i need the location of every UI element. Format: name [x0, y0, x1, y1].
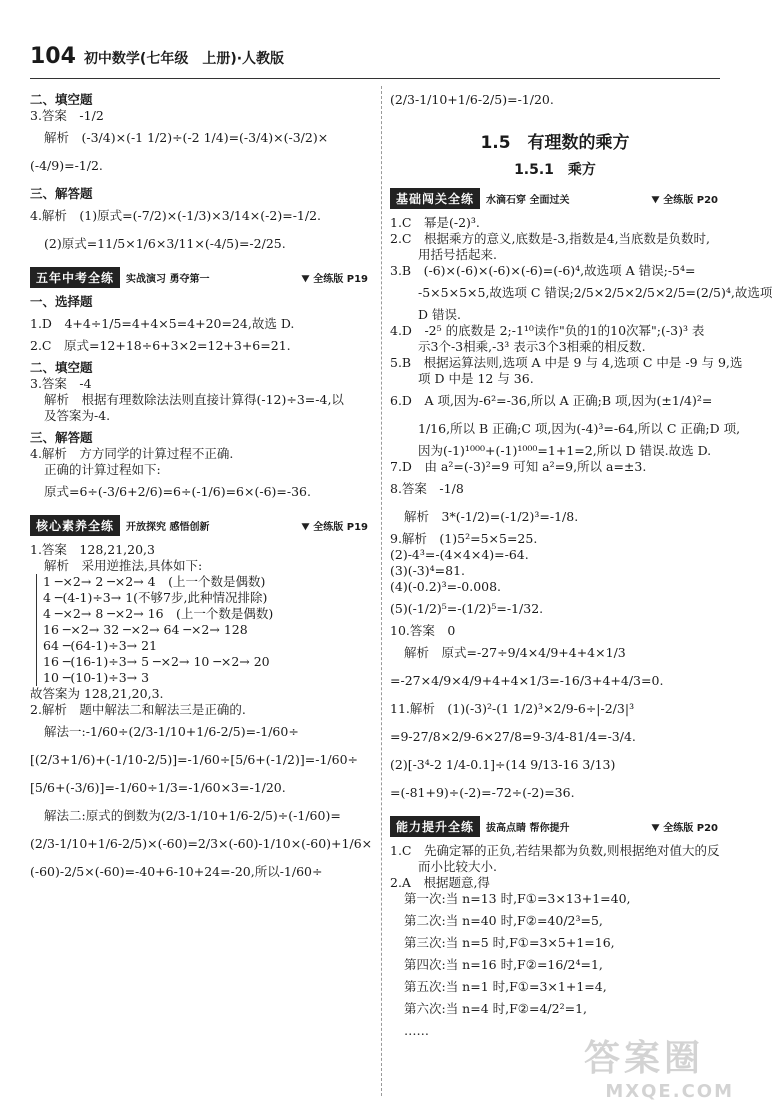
section-heading: 三、解答题 [30, 430, 93, 445]
text-line: 解析 3*(-1/2)=(-1/2)³=-1/8. [404, 509, 579, 524]
text-line: 第二次:当 n=40 时,F②=40/2³=5, [404, 913, 603, 928]
text-line: 2.解析 题中解法二和解法三是正确的. [30, 702, 246, 717]
text-line: 原式=6÷(-3/6+2/6)=6÷(-1/6)=6×(-6)=-36. [44, 484, 311, 499]
banner-title: 基础闯关全练 [390, 188, 480, 209]
text-line: 7.D 由 a²=(-3)²=9 可知 a²=9,所以 a=±3. [390, 459, 647, 474]
text-line: 2.C 原式=12+18÷6+3×2=12+3+6=21. [30, 338, 291, 353]
section-heading: 一、选择题 [30, 294, 93, 309]
text-line: (2)[-3⁴-2 1/4-0.1]÷(14 9/13-16 3/13) [390, 757, 616, 772]
section-banner [390, 815, 720, 837]
text-line: 10.答案 0 [390, 623, 456, 638]
subsection-title: 1.5.1 乘方 [514, 162, 596, 178]
banner-reference [303, 518, 368, 533]
chapter-title: 1.5 有理数的乘方 [480, 133, 630, 153]
text-line: =-27×4/9×4/9+4+4×1/3=-16/3+4+4/3=0. [390, 673, 664, 688]
text-line: 第四次:当 n=16 时,F②=16/2⁴=1, [404, 957, 603, 972]
text-line: 解法二:原式的倒数为(2/3-1/10+1/6-2/5)÷(-1/60)= [44, 808, 341, 823]
left-column [30, 86, 373, 886]
header-rule [30, 78, 720, 79]
text-line: 16 ─(16-1)÷3→ 5 ─×2→ 10 ─×2→ 20 [36, 654, 370, 670]
text-line: (5)(-1/2)⁵=-(1/2)⁵=-1/32. [390, 601, 544, 616]
banner-subtitle: 水滴石穿 全面过关 [486, 194, 570, 206]
page-header [30, 44, 284, 74]
text-line: 用括号括起来. [418, 247, 497, 262]
text-line: 1.答案 128,21,20,3 [30, 542, 155, 557]
text-line: 解析 根据有理数除法法则直接计算得(-12)÷3=-4,以 [44, 392, 344, 407]
book-title: 初中数学(七年级 上册)·人教版 [83, 51, 285, 67]
text-line: =9-27/8×2/9-6×27/8=9-3/4-81/4=-3/4. [390, 729, 636, 744]
text-line: 示3个-3相乘,-3³ 表示3个3相乘的相反数. [418, 339, 646, 354]
right-column [390, 86, 772, 1039]
banner-title: 五年中考全练 [30, 267, 120, 288]
banner-reference [653, 191, 718, 206]
text-line: 64 ─(64-1)÷3→ 21 [36, 638, 370, 654]
banner-reference-text: 全练版 P20 [663, 822, 718, 834]
text-line: 1/16,所以 B 正确;C 项,因为(-4)³=-64,所以 C 正确;D 项, [418, 421, 741, 436]
section-banner [390, 187, 720, 209]
banner-title: 能力提升全练 [390, 816, 480, 837]
text-line: 1.D 4+4÷1/5=4+4×5=4+20=24,故选 D. [30, 316, 295, 331]
text-line: (3)(-3)⁴=81. [390, 563, 465, 578]
banner-reference [303, 270, 368, 285]
column-divider [381, 86, 382, 1096]
text-line: 3.答案 -4 [30, 376, 92, 391]
banner-subtitle: 拔高点睛 帮你提升 [486, 822, 570, 834]
banner-subtitle: 实战演习 勇夺第一 [126, 273, 210, 285]
text-line: 10 ─(10-1)÷3→ 3 [36, 670, 370, 686]
section-banner [30, 266, 370, 288]
text-line: 项 D 中是 12 与 36. [418, 371, 534, 386]
section-heading: 二、填空题 [30, 360, 93, 375]
watermark [584, 1030, 734, 1100]
text-line: 及答案为-4. [44, 408, 111, 423]
text-line: (2)-4³=-(4×4×4)=-64. [390, 547, 529, 562]
text-line: 第一次:当 n=13 时,F①=3×13+1=40, [404, 891, 631, 906]
section-banner [30, 514, 370, 536]
text-line: 解析 (-3/4)×(-1 1/2)÷(-2 1/4)=(-3/4)×(-3/2)× [44, 130, 329, 145]
text-line: [(2/3+1/6)+(-1/10-2/5)]=-1/60÷[5/6+(-1/2)]=-1/60÷ [30, 752, 358, 767]
text-line: (2/3-1/10+1/6-2/5)=-1/20. [390, 92, 554, 107]
text-line: 第六次:当 n=4 时,F②=4/2²=1, [404, 1001, 587, 1016]
section-heading: 二、填空题 [30, 92, 93, 107]
text-line: 2.A 根据题意,得 [390, 875, 490, 890]
text-line: 3.B (-6)×(-6)×(-6)×(-6)=(-6)⁴,故选项 A 错误;-5⁴= [390, 263, 696, 278]
text-line: [5/6+(-3/6)]=-1/60÷1/3=-1/60×3=-1/20. [30, 780, 286, 795]
text-line: =(-81+9)÷(-2)=-72÷(-2)=36. [390, 785, 575, 800]
text-line: 正确的计算过程如下: [44, 462, 161, 477]
text-line: 第五次:当 n=1 时,F①=3×1+1=4, [404, 979, 607, 994]
arrow-icon [302, 520, 312, 530]
text-line: (4)(-0.2)³=-0.008. [390, 579, 502, 594]
text-line: 2.C 根据乘方的意义,底数是-3,指数是4,当底数是负数时, [390, 231, 711, 246]
text-line: 16 ─×2→ 32 ─×2→ 64 ─×2→ 128 [36, 622, 370, 638]
text-line: 因为(-1)¹⁰⁰⁰+(-1)¹⁰⁰⁰=1+1=2,所以 D 错误.故选 D. [418, 443, 712, 458]
text-line: 解析 采用逆推法,具体如下: [44, 558, 203, 573]
text-line: 5.B 根据运算法则,选项 A 中是 9 与 4,选项 C 中是 -9 与 9,选 [390, 355, 743, 370]
banner-reference-text: 全练版 P20 [663, 194, 718, 206]
arrow-icon [302, 272, 312, 282]
text-line: 4.解析 (1)原式=(-7/2)×(-1/3)×3/14×(-2)=-1/2. [30, 208, 322, 223]
text-line: (-4/9)=-1/2. [30, 158, 103, 173]
text-line: 6.D A 项,因为-6²=-36,所以 A 正确;B 项,因为(±1/4)²= [390, 393, 713, 408]
text-line: (-60)-2/5×(-60)=-40+6-10+24=-20,所以-1/60÷ [30, 864, 323, 879]
text-line: 4.D -2⁵ 的底数是 2;-1¹⁰读作"负的1的10次幂";(-3)³ 表 [390, 323, 705, 338]
text-line: 9.解析 (1)5²=5×5=25. [390, 531, 538, 546]
text-line: 4 ─(4-1)÷3→ 1(不够7步,此种情况排除) [36, 590, 370, 606]
watermark-logo-text: 答案圈 [584, 1038, 705, 1079]
text-line: 1.C 先确定幂的正负,若结果都为负数,则根据绝对值大的反 [390, 843, 720, 858]
banner-subtitle: 开放探究 感悟创新 [126, 521, 210, 533]
text-line: 解析 原式=-27÷9/4×4/9+4+4×1/3 [404, 645, 626, 660]
text-line: D 错误. [418, 307, 461, 322]
text-line: 解法一:-1/60÷(2/3-1/10+1/6-2/5)=-1/60÷ [44, 724, 299, 739]
banner-reference-text: 全练版 P19 [313, 273, 368, 285]
banner-title: 核心素养全练 [30, 515, 120, 536]
text-line: 第三次:当 n=5 时,F①=3×5+1=16, [404, 935, 615, 950]
text-line: 1 ─×2→ 2 ─×2→ 4 (上一个数是偶数) [36, 574, 370, 590]
text-line: 4 ─×2→ 8 ─×2→ 16 (上一个数是偶数) [36, 606, 370, 622]
text-line: 11.解析 (1)(-3)²-(1 1/2)³×2/9-6÷|-2/3|³ [390, 701, 635, 716]
text-line: 3.答案 -1/2 [30, 108, 104, 123]
text-line: 4.解析 方方同学的计算过程不正确. [30, 446, 234, 461]
text-line: 而小比较大小. [418, 859, 497, 874]
section-heading: 三、解答题 [30, 186, 93, 201]
banner-reference-text: 全练版 P19 [313, 521, 368, 533]
arrow-icon [652, 821, 662, 831]
text-line: 1.C 幂是(-2)³. [390, 215, 480, 230]
page-number: 104 [30, 44, 76, 69]
watermark-site: MXQE.COM [605, 1081, 734, 1102]
text-line: -5×5×5×5,故选项 C 错误;2/5×2/5×2/5×2/5=(2/5)⁴,故选项 [418, 285, 772, 300]
text-line: 故答案为 128,21,20,3. [30, 686, 164, 701]
text-line: 8.答案 -1/8 [390, 481, 464, 496]
arrow-icon [652, 193, 662, 203]
text-line: …… [404, 1023, 429, 1038]
text-line: (2)原式=11/5×1/6×3/11×(-4/5)=-2/25. [44, 236, 286, 251]
text-line: (2/3-1/10+1/6-2/5)×(-60)=2/3×(-60)-1/10×(-60)+1/6× [30, 836, 373, 851]
banner-reference [653, 819, 718, 834]
